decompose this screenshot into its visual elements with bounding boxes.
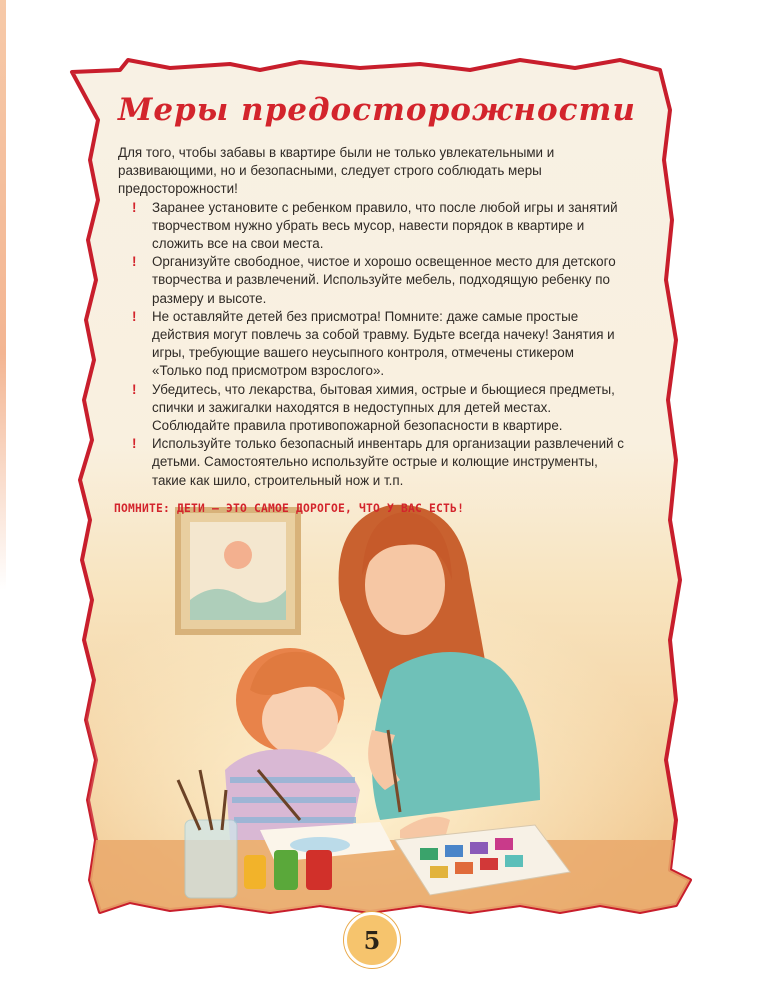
content-area xyxy=(114,92,638,515)
rule-text: Организуйте свободное, чистое и хорошо освещенное место для детского творчества и развлечений. Используйте мебель, подходящую ребенку по размеру и высоте. xyxy=(152,254,616,306)
page-number-badge: 5 xyxy=(344,912,400,968)
rule-item xyxy=(132,199,624,254)
rule-item xyxy=(132,253,624,308)
precaution-rules-list xyxy=(118,199,638,490)
exclamation-icon: ! xyxy=(132,381,137,397)
rule-text: Используйте только безопасный инвентарь для организации развлечений с детьми. Самостоятельно используйте острые и колющие инструменты, такие как шило, строительный нож и т.п. xyxy=(152,436,624,488)
page-title: Меры предосторожности xyxy=(118,92,636,128)
exclamation-icon: ! xyxy=(132,199,137,215)
wall-picture-frame xyxy=(178,510,298,632)
notice-text: ПОМНИТЕ: ДЕТИ – ЭТО САМОЕ ДОРОГОЕ, ЧТО У ВАС ЕСТЬ! xyxy=(114,501,465,515)
rule-text: Не оставляйте детей без присмотра! Помните: даже самые простые действия могут повлечь за собой травму. Будьте всегда начеку! Занятия и игры, требующие вашего неусыпного контроля, отмечены стикером «Только под присмотром взрослого». xyxy=(152,308,615,379)
rule-item xyxy=(132,435,624,490)
illustration-scene xyxy=(60,480,700,920)
rule-text: Заранее установите с ребенком правило, что после любой игры и занятий творчеством нужно убрать весь мусор, навести порядок в квартире и сложить все на свои места. xyxy=(152,199,618,252)
exclamation-icon: ! xyxy=(132,436,137,452)
exclamation-icon: ! xyxy=(132,254,137,270)
rule-item xyxy=(132,308,624,381)
rule-text: Убедитесь, что лекарства, бытовая химия, острые и бьющиеся предметы, спички и зажигалки находятся в недоступных для детей местах. Соблюдайте правила противопожарной безопасности в квартире. xyxy=(152,381,615,434)
exclamation-icon: ! xyxy=(132,308,137,324)
rule-item xyxy=(132,381,624,436)
intro-paragraph: Для того, чтобы забавы в квартире были не только увлекательными и развивающими, но и безопасными, следует строго соблюдать меры предосторожности! xyxy=(118,145,555,197)
paint-jars xyxy=(244,850,332,890)
